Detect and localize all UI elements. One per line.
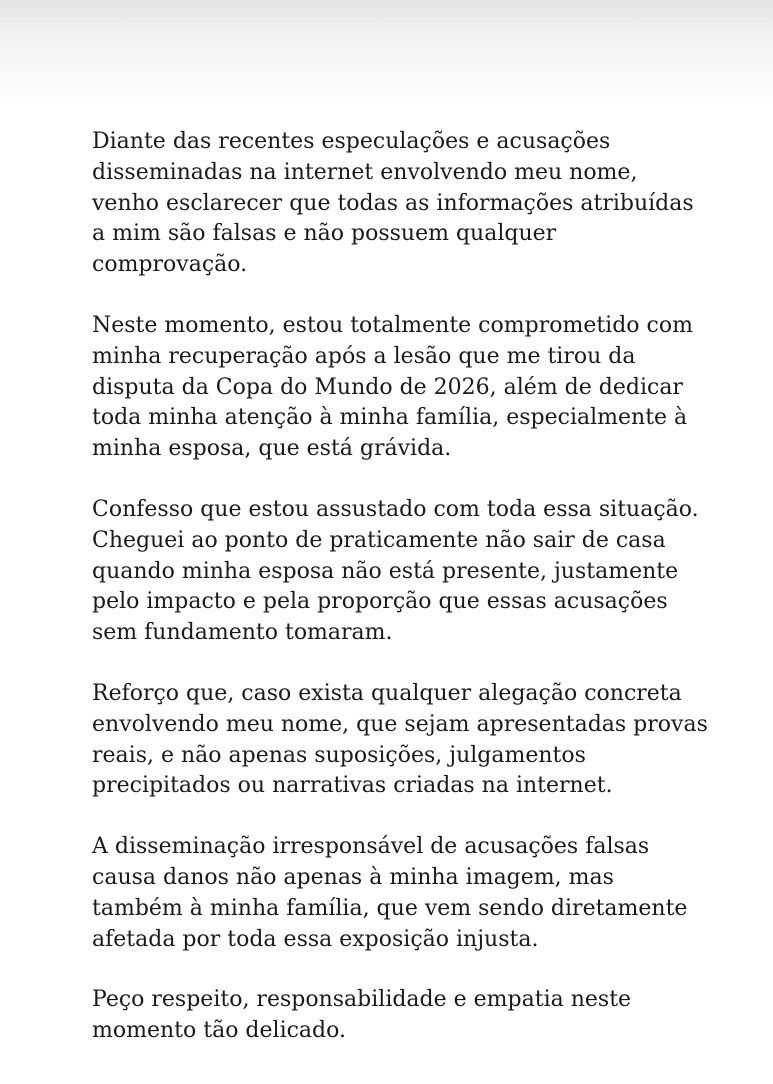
statement-text — [92, 127, 752, 1077]
text-line: minha recuperação após a lesão que me tirou da — [92, 343, 636, 369]
paragraph-2 — [92, 311, 752, 465]
paragraph-5 — [92, 832, 752, 955]
paragraph-3 — [92, 495, 752, 649]
text-line: precipitados ou narrativas criadas na internet. — [92, 773, 613, 799]
text-line: afetada por toda essa exposição injusta. — [92, 926, 539, 952]
text-line: momento tão delicado. — [92, 1018, 346, 1044]
text-line: venho esclarecer que todas as informações atribuídas — [92, 190, 694, 216]
paragraph-1 — [92, 127, 752, 281]
text-line: minha esposa, que está grávida. — [92, 436, 452, 462]
paragraph-6 — [92, 985, 752, 1047]
text-line: reais, e não apenas suposições, julgamentos — [92, 742, 586, 768]
text-line: Diante das recentes especulações e acusações — [92, 129, 611, 154]
text-line: sem fundamento tomaram. — [92, 620, 393, 646]
text-line: quando minha esposa não está presente, justamente — [92, 558, 679, 584]
top-gradient-shade — [0, 0, 773, 110]
text-line: Confesso que estou assustado com toda essa situação. — [92, 496, 699, 522]
text-line: Peço respeito, responsabilidade e empatia neste — [92, 987, 632, 1013]
text-line: comprovação. — [92, 252, 248, 278]
text-line: Reforço que, caso exista qualquer alegação concreta — [92, 680, 682, 706]
paragraph-4 — [92, 679, 752, 802]
text-line: causa danos não apenas à minha imagem, mas — [92, 864, 614, 890]
text-line: a mim são falsas e não possuem qualquer — [92, 221, 557, 247]
text-line: pelo impacto e pela proporção que essas acusações — [92, 589, 668, 615]
text-line: disputa da Copa do Mundo de 2026, além de dedicar — [92, 374, 683, 400]
text-line: Cheguei ao ponto de praticamente não sair de casa — [92, 527, 666, 553]
text-line: também à minha família, que vem sendo diretamente — [92, 895, 688, 921]
text-line: Neste momento, estou totalmente comprometido com — [92, 312, 693, 338]
text-line: disseminadas na internet envolvendo meu nome, — [92, 159, 638, 185]
text-line: A disseminação irresponsável de acusações falsas — [92, 834, 650, 860]
text-line: toda minha atenção à minha família, especialmente à — [92, 405, 688, 431]
text-line: envolvendo meu nome, que sejam apresentadas provas — [92, 711, 708, 737]
